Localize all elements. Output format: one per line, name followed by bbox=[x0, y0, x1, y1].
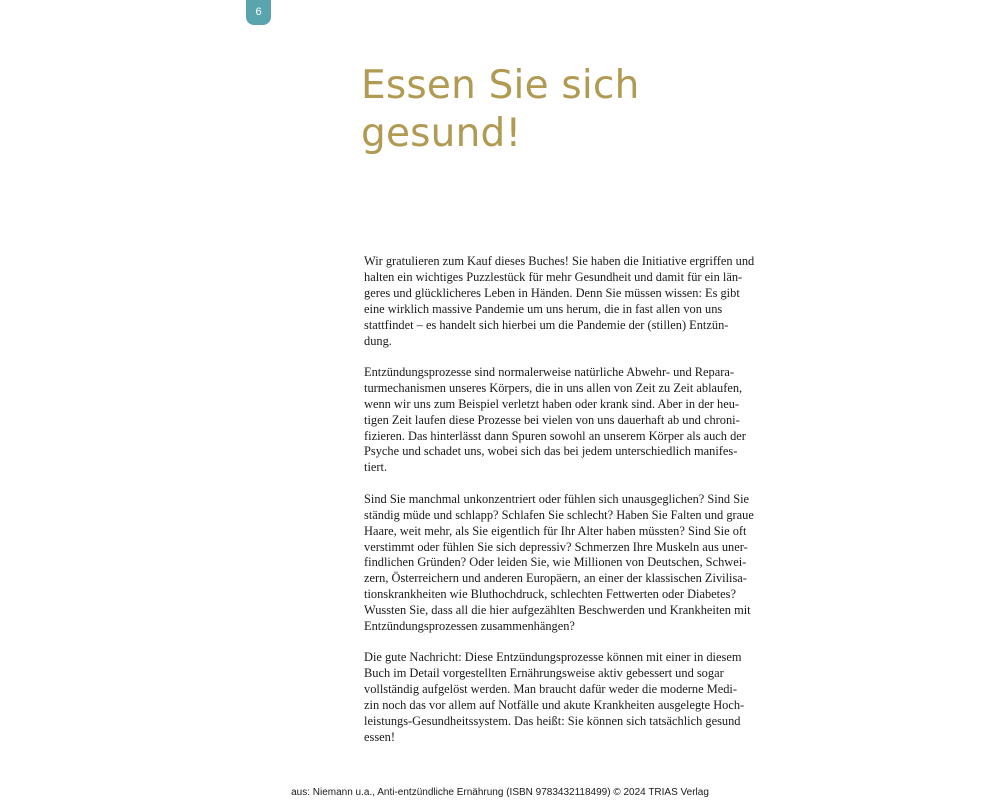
chapter-title bbox=[361, 62, 781, 158]
page-number: 6 bbox=[255, 6, 262, 18]
paragraph-intro: Wir gratulieren zum Kauf dieses Buches! Sie haben die Initiative ergriffen und halten ein wichtiges Puzzlestück für mehr Gesundheit und damit für ein län- geres und glücklicheres Leben in Händen. Denn Sie müssen wissen: Es gibt eine wirklich massive Pandemie um uns herum, die in fast allen von uns stattfindet – es handelt sich hierbei um die Pandemie der (stillen) Entzün- dung. bbox=[364, 254, 755, 348]
source-citation: aus: Niemann u.a., Anti-entzündliche Ernährung (ISBN 9783432118499) © 2024 TRIAS Verlag bbox=[291, 787, 709, 798]
body-text bbox=[364, 254, 759, 761]
page-number-badge bbox=[246, 0, 271, 25]
paragraph-good-news: Die gute Nachricht: Diese Entzündungsprozesse können mit einer in diesem Buch im Detail vorgestellten Ernährungsweise aktiv gebessert und sogar vollständig aufgelöst werden. Man braucht dafür weder die moderne Medi- zin noch das vor allem auf Notfälle und akute Krankheiten ausgelegte Hoch- leistungs-Gesundheitssystem. Das heißt: Sie können sich tatsächlich gesund essen! bbox=[364, 650, 745, 744]
chapter-title-line-2: gesund! bbox=[361, 111, 522, 156]
paragraph-inflammation: Entzündungsprozesse sind normalerweise natürliche Abwehr- und Repara- turmechanismen unseres Körpers, die in uns allen von Zeit zu Zeit ablaufen, wenn wir uns zum Beispiel verletzt haben oder krank sind. Aber in der heu- tigen Zeit laufen diese Prozesse bei vielen von uns dauerhaft ab und chroni- fizieren. Das hinterlässt dann Spuren sowohl an unserem Körper als auch der Psyche und schadet uns, wobei sich das bei jedem unterschiedlich manifes- tiert. bbox=[364, 364, 746, 475]
paragraph-symptoms: Sind Sie manchmal unkonzentriert oder fühlen sich unausgeglichen? Sind Sie ständig müde und schlapp? Schlafen Sie schlecht? Haben Sie Falten und graue Haare, weit mehr, als Sie eigentlich für Ihr Alter haben müssten? Sind Sie oft verstimmt oder fühlen Sie sich depressiv? Schmerzen Ihre Muskeln aus uner- findlichen Gründen? Oder leiden Sie, wie Millionen von Deutschen, Schwei- zern, Österreichern und anderen Europäern, an einer der klassischen Zivilisa- tionskrankheiten wie Bluthochdruck, schlechten Fettwerten oder Diabetes? Wussten Sie, dass all die hier aufgezählten Beschwerden und Krankheiten mit Entzündungsprozessen zusammenhängen? bbox=[364, 491, 754, 634]
chapter-title-line-1: Essen Sie sich bbox=[361, 63, 640, 108]
